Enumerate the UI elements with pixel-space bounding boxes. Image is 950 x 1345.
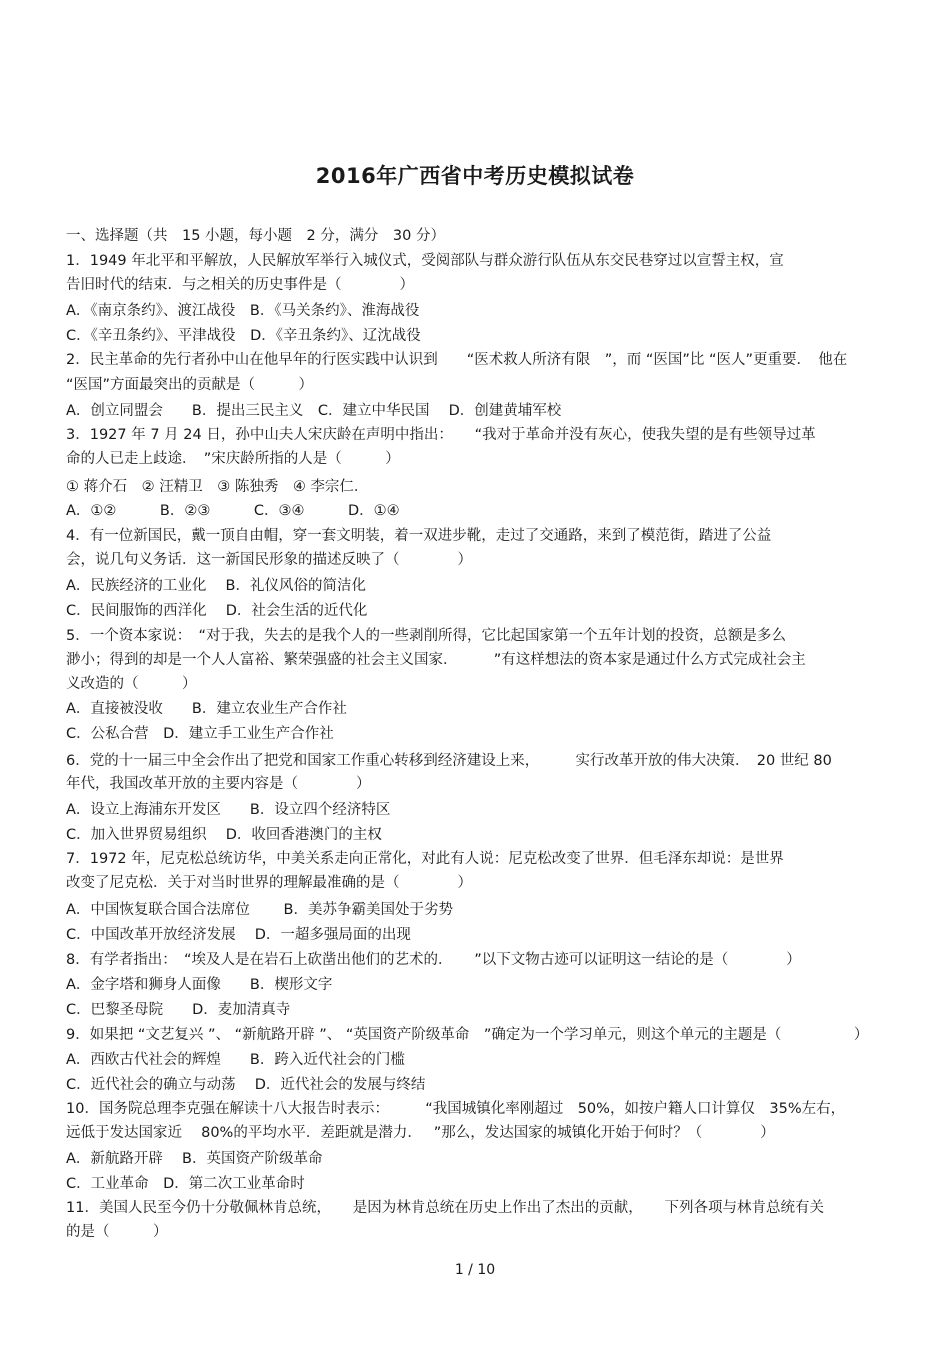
text-line: C．工业革命 D．第二次工业革命时: [66, 1176, 305, 1192]
text-line: 义改造的（ ）: [66, 676, 197, 692]
text-line: ① 蒋介石 ② 汪精卫 ③ 陈独秀 ④ 李宗仁．: [66, 479, 369, 495]
text-line: A．中国恢复联合国合法席位 B．美苏争霸美国处于劣势: [66, 902, 453, 918]
text-line: A．民族经济的工业化 B．礼仪风俗的简洁化: [66, 578, 366, 594]
text-line: 改变了尼克松．关于对当时世界的理解最准确的是（ ）: [66, 875, 472, 891]
text-line: 8．有学者指出： “埃及人是在岩石上砍凿出他们的艺术的． ”以下文物古迹可以证明这一结论的是（ ）: [66, 952, 801, 968]
text-line: 2．民主革命的先行者孙中山在他早年的行医实践中认识到 “医术救人所济有限 ”，而 “医国”比 “医人”更重要． 他在: [66, 352, 848, 368]
text-line: 6．党的十一届三中全会作出了把党和国家工作重心转移到经济建设上来， 实行改革开放的伟大决策． 20 世纪 80: [66, 753, 832, 769]
text-line: A．设立上海浦东开发区 B．设立四个经济特区: [66, 802, 391, 818]
text-line: 9．如果把 “文艺复兴 ”、 “新航路开辟 ”、 “英国资产阶级革命 ”确定为一个学习单元，则这个单元的主题是（ ）: [66, 1027, 869, 1043]
text-line: 会，说几句义务话．这一新国民形象的描述反映了（ ）: [66, 552, 472, 568]
text-line: 渺小；得到的却是一个人人富裕、繁荣强盛的社会主义国家． ”有这样想法的资本家是通过什么方式完成社会主: [66, 652, 806, 668]
text-line: C．民间服饰的西洋化 D．社会生活的近代化: [66, 603, 368, 619]
text-line: 一、选择题（共 15 小题，每小题 2 分，满分 30 分）: [66, 228, 445, 244]
text-line: 5．一个资本家说： “对于我，失去的是我个人的一些剥削所得，它比起国家第一个五年计划的投资，总额是多么: [66, 628, 786, 644]
text-line: 10．国务院总理李克强在解读十八大报告时表示： “我国城镇化率刚超过 50%，如按户籍人口计算仅 35%左右，: [66, 1101, 846, 1117]
text-line: 远低于发达国家近 80%的平均水平．差距就是潜力． ”那么，发达国家的城镇化开始于何时？（ ）: [66, 1125, 775, 1141]
text-line: A．①② B．②③ C．③④ D．①④: [66, 503, 400, 519]
text-line: A．直接被没收 B．建立农业生产合作社: [66, 701, 347, 717]
text-line: A．西欧古代社会的辉煌 B．跨入近代社会的门槛: [66, 1052, 405, 1068]
page-number: 1 / 10: [454, 1262, 496, 1278]
text-line: C．公私合营 D．建立手工业生产合作社: [66, 726, 334, 742]
text-line: A．创立同盟会 B．提出三民主义 C．建立中华民国 D．创建黄埔军校: [66, 403, 562, 419]
text-line: “医国”方面最突出的贡献是（ ）: [66, 377, 314, 393]
text-line: 告旧时代的结束．与之相关的历史事件是（ ）: [66, 277, 414, 293]
text-line: 1．1949 年北平和平解放，人民解放军举行入城仪式，受阅部队与群众游行队伍从东交民巷穿过以宣誓主权，宣: [66, 253, 784, 269]
text-line: A．《南京条约》、渡江战役 B．《马关条约》、淮海战役: [66, 303, 420, 319]
text-line: C．近代社会的确立与动荡 D．近代社会的发展与终结: [66, 1077, 426, 1093]
text-line: C．加入世界贸易组织 D．收回香港澳门的主权: [66, 827, 382, 843]
text-line: A．金字塔和狮身人面像 B．楔形文字: [66, 977, 333, 993]
text-line: C．巴黎圣母院 D．麦加清真寺: [66, 1002, 291, 1018]
text-line: 命的人已走上歧途． ”宋庆龄所指的人是（ ）: [66, 451, 400, 467]
text-line: 的是（ ）: [66, 1224, 168, 1240]
text-line: 3．1927 年 7 月 24 日，孙中山夫人宋庆龄在声明中指出： “我对于革命并没有灰心，使我失望的是有些领导过革: [66, 427, 816, 443]
text-line: C．《辛丑条约》、平津战役 D．《辛丑条约》、辽沈战役: [66, 328, 421, 344]
text-line: 年代，我国改革开放的主要内容是（ ）: [66, 776, 371, 792]
text-line: 11．美国人民至今仍十分敬佩林肯总统， 是因为林肯总统在历史上作出了杰出的贡献， 下列各项与林肯总统有关: [66, 1200, 824, 1216]
text-line: A．新航路开辟 B．英国资产阶级革命: [66, 1151, 323, 1167]
text-line: C．中国改革开放经济发展 D．一超多强局面的出现: [66, 927, 411, 943]
text-line: 4．有一位新国民，戴一顶自由帽，穿一套文明装，着一双进步靴，走过了交通路，来到了模范街，踏进了公益: [66, 528, 772, 544]
page-title: 2016年广西省中考历史模拟试卷: [315, 164, 635, 188]
text-line: 7．1972 年，尼克松总统访华，中美关系走向正常化，对此有人说：尼克松改变了世界．但毛泽东却说：是世界: [66, 851, 784, 867]
